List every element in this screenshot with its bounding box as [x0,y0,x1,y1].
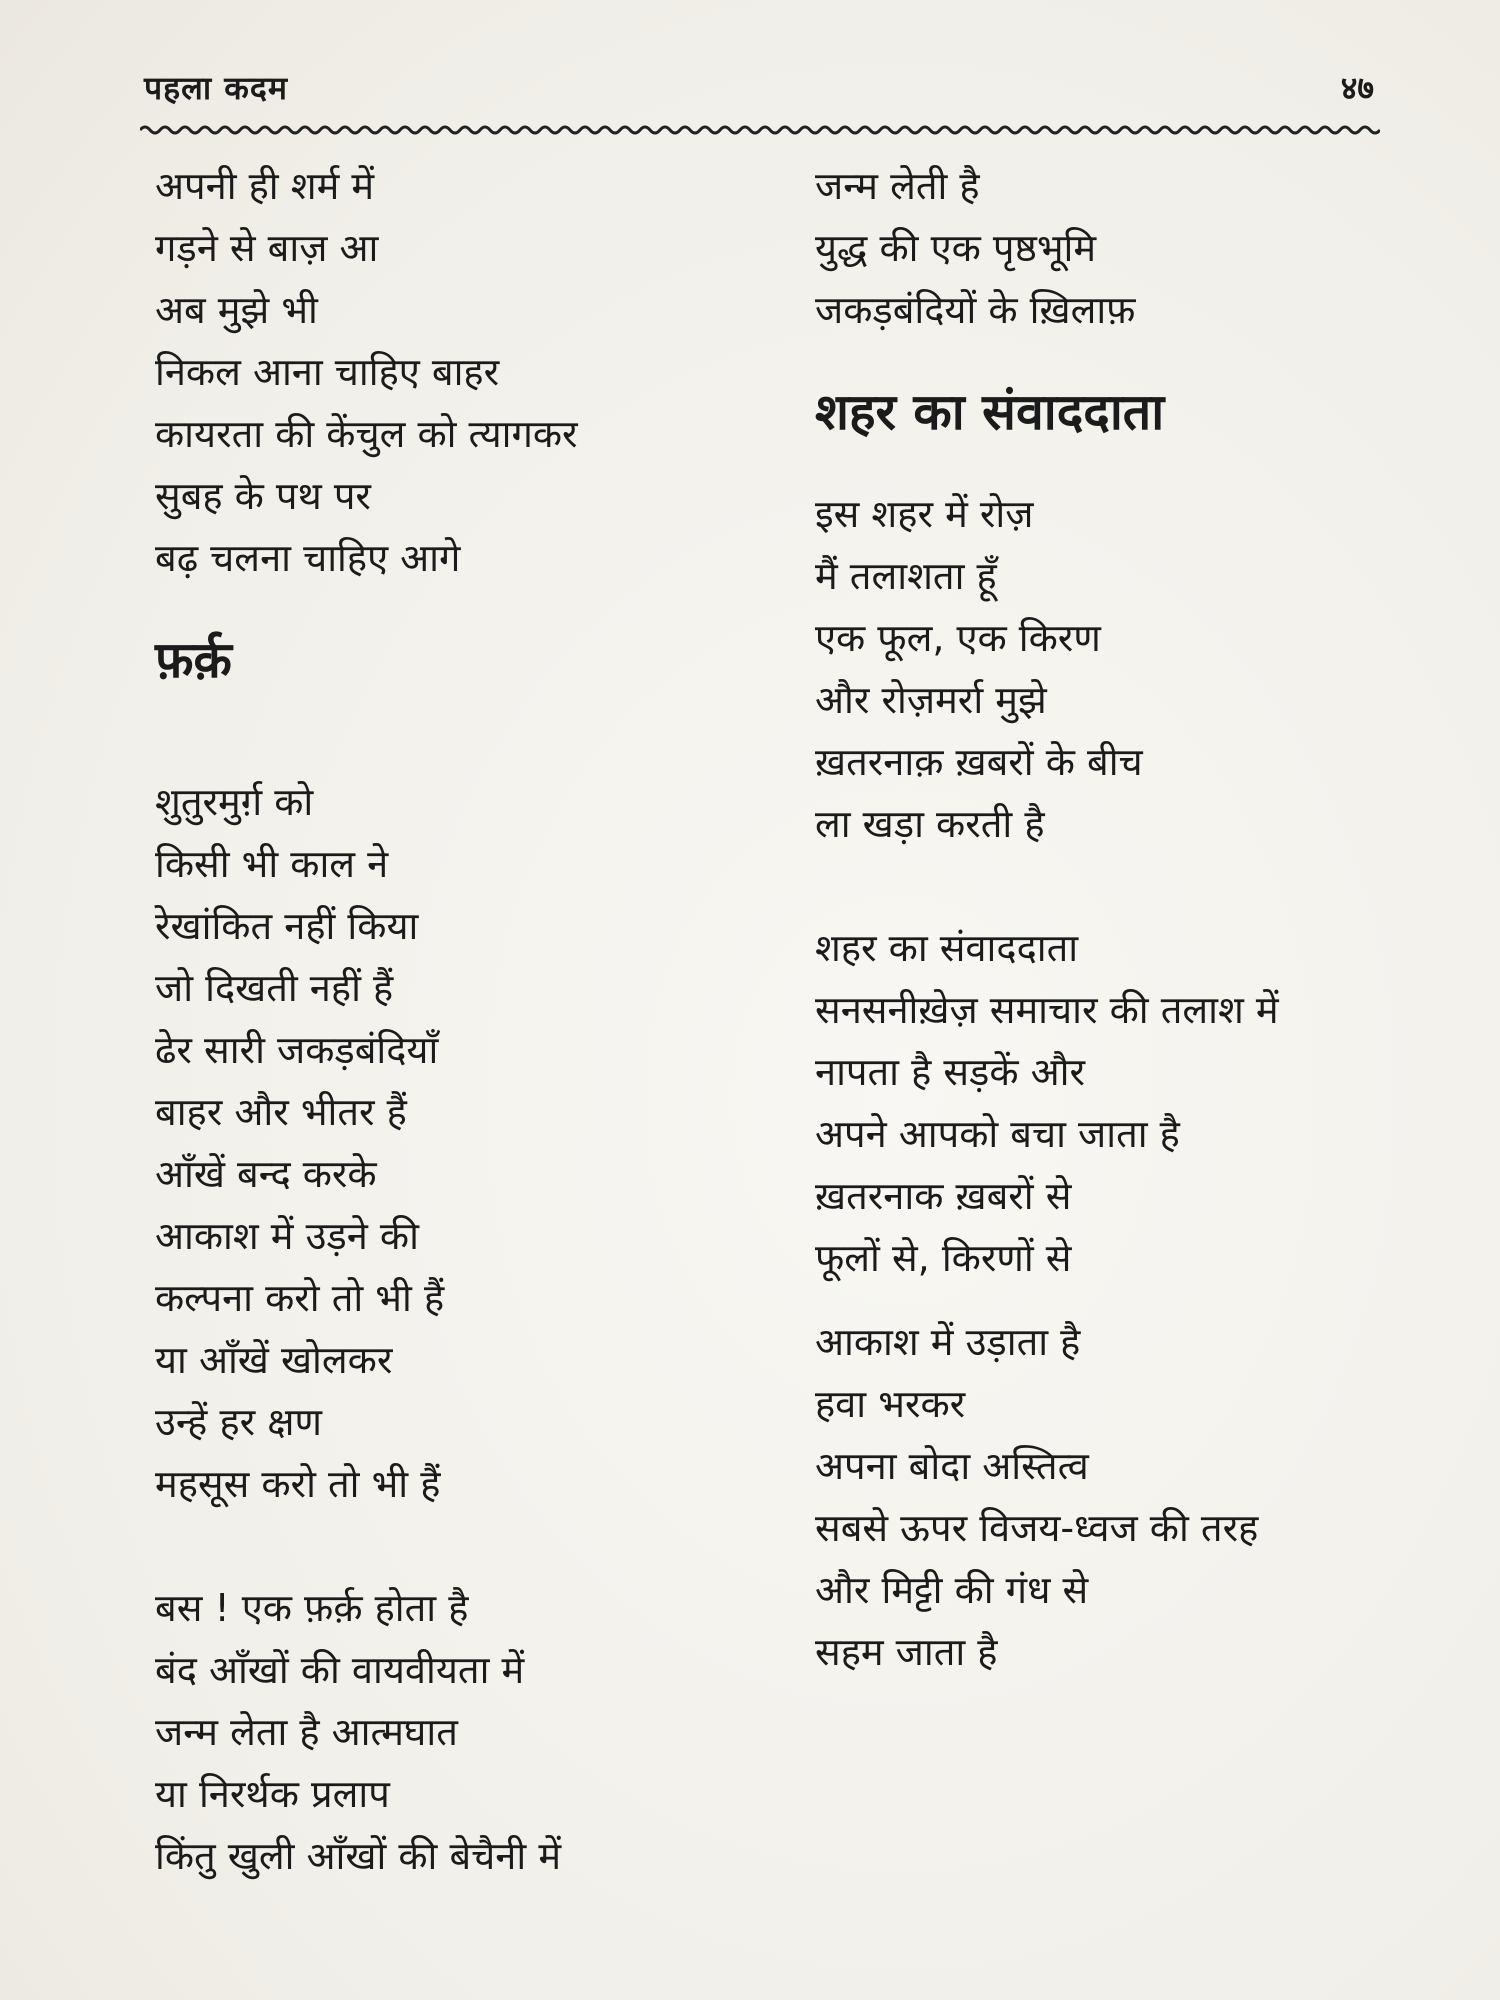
poem-line: या आँखें खोलकर [155,1338,393,1382]
right-stanza-1 [815,155,1395,341]
poem-line: इस शहर में रोज़ [815,492,1034,536]
stanza-gap [155,589,755,611]
poem-line: सबसे ऊपर विजय-ध्वज की तरह [815,1506,1259,1550]
page-number: ४७ [1340,69,1374,107]
poem-line: युद्ध की एक पृष्ठभूमि [815,226,1097,270]
poem-line: जन्म लेती है [815,164,980,208]
poem-line: अपना बोदा अस्तित्व [815,1444,1089,1488]
poem-line: हवा भरकर [815,1382,966,1426]
stanza-gap [155,709,755,771]
poem-line: कल्पना करो तो भी हैं [155,1276,445,1320]
wavy-divider [140,122,1380,138]
poem-line: और रोज़मर्रा मुझे [815,678,1047,722]
poem-line: जन्म लेता है आत्मघात [155,1710,458,1754]
poem-line: मैं तलाशता हूँ [815,554,997,598]
stanza-gap [815,855,1395,917]
poem-line: महसूस करो तो भी हैं [155,1462,441,1506]
page-header [140,62,1380,122]
poem-line: बंद आँखों की वायवीयता में [155,1648,525,1692]
right-stanza-2 [815,483,1395,855]
poem-line: रेखांकित नहीं किया [155,904,419,948]
poem-title-farq: फ़र्क़ [155,631,232,689]
poem-line: ला खड़ा करती है [815,802,1045,846]
poem-title-shahar-ka-samvaddata: शहर का संवाददाता [815,383,1165,441]
poem-line: जो दिखती नहीं हैं [155,966,394,1010]
poem-line: नापता है सड़कें और [815,1050,1086,1094]
poem-line: फूलों से, किरणों से [815,1236,1072,1280]
poem-line: सहम जाता है [815,1630,998,1674]
left-stanza-1 [155,155,755,589]
poem-line: आँखें बन्द करके [155,1152,377,1196]
poem-line: सुबह के पथ पर [155,474,371,518]
poem-line: अब मुझे भी [155,288,318,332]
left-stanza-3 [155,1577,755,1887]
poem-line: एक फूल, एक किरण [815,616,1101,660]
poem-line: उन्हें हर क्षण [155,1400,322,1444]
poem-line: गड़ने से बाज़ आ [155,226,379,270]
poem-line: निकल आना चाहिए बाहर [155,350,500,394]
left-column [155,155,755,1887]
poem-line: शुतुरमुर्ग़ को [155,780,314,824]
right-column [815,155,1395,1683]
poem-line: ख़तरनाक़ ख़बरों के बीच [815,740,1143,784]
poem-line: अपने आपको बचा जाता है [815,1112,1180,1156]
poem-line: बस ! एक फ़र्क़ होता है [155,1586,469,1630]
poem-line: कायरता की केंचुल को त्यागकर [155,412,578,456]
poem-line: बाहर और भीतर हैं [155,1090,407,1134]
left-stanza-2 [155,771,755,1515]
poem-line: ख़तरनाक ख़बरों से [815,1174,1072,1218]
poem-line: आकाश में उड़ने की [155,1214,419,1258]
poem-line: सनसनीख़ेज़ समाचार की तलाश में [815,988,1279,1032]
stanza-gap [815,1289,1395,1311]
stanza-gap [815,341,1395,363]
poem-line: जकड़बंदियों के ख़िलाफ़ [815,288,1136,332]
poem-line: आकाश में उड़ाता है [815,1320,1081,1364]
stanza-gap [155,1515,755,1577]
poem-line: या निरर्थक प्रलाप [155,1772,390,1816]
poem-line: ढेर सारी जकड़बंदियाँ [155,1028,439,1072]
right-stanza-4 [815,1311,1395,1683]
poem-line: शहर का संवाददाता [815,926,1079,970]
right-stanza-3 [815,917,1395,1289]
poem-line: और मिट्टी की गंध से [815,1568,1089,1612]
poem-line: किंतु खुली आँखों की बेचैनी में [155,1834,562,1878]
poem-line: किसी भी काल ने [155,842,389,886]
poem-line: अपनी ही शर्म में [155,164,375,208]
running-head: पहला कदम [144,69,288,107]
poem-line: बढ़ चलना चाहिए आगे [155,536,461,580]
stanza-gap [815,461,1395,483]
